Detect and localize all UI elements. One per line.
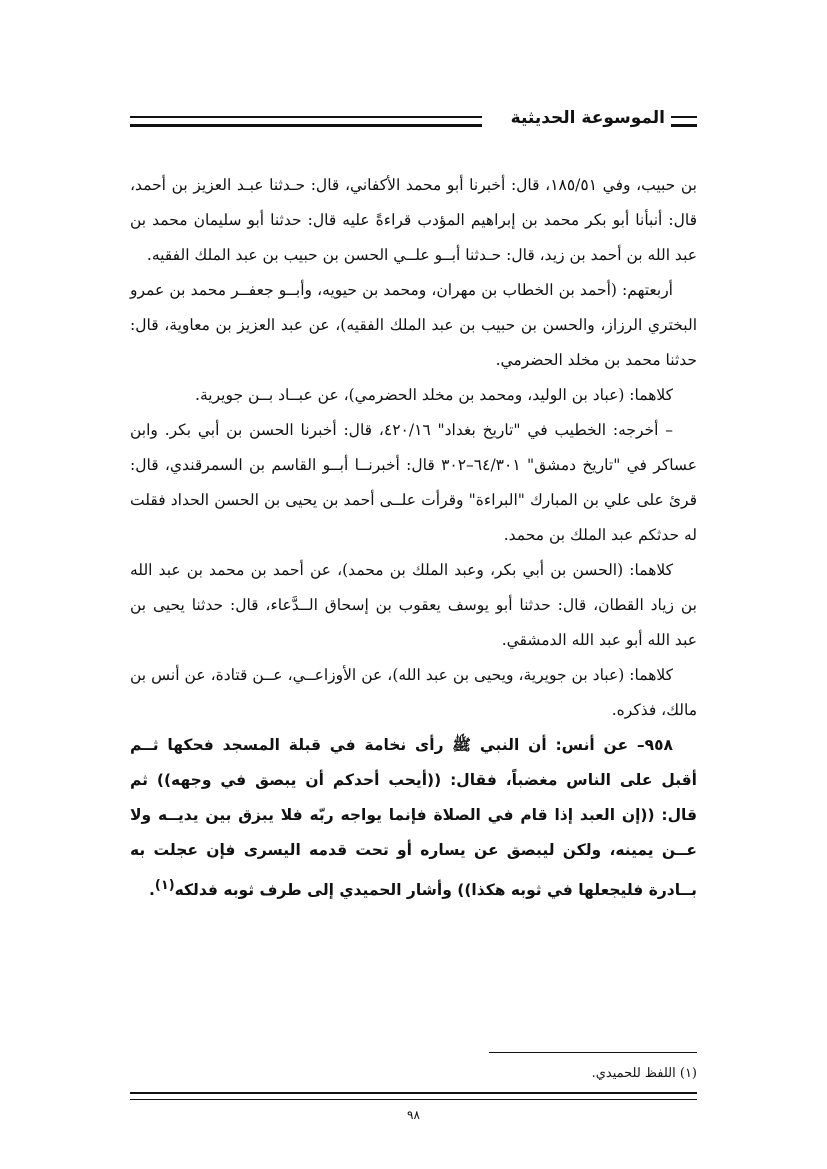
footer-rule	[130, 1092, 697, 1100]
paragraph: كلاهما: (عباد بن جويرية، ويحيى بن عبد الله)، عن الأوزاعــي، عــن قتادة، عن أنس بن مالك، فذكره.	[130, 666, 697, 719]
footnote-divider	[489, 1052, 697, 1053]
header-rule-right	[671, 116, 697, 127]
header-rule-left	[130, 116, 482, 127]
footnote-ref: (١)	[154, 878, 175, 893]
running-title: الموسوعة الحديثية	[510, 108, 665, 128]
hadith-text: ٩٥٨– عن أنس: أن النبي ﷺ رأى نخامة في قبلة المسجد فحكها ثــم أقبل على الناس مغضباً، فقال: ((أيحب أحدكم أن يبصق في وجهه)) ثم قال: ((إن العبد إذا قام في الصلاة فإنما يواجه ربّه فلا يبزق بين يديــه ولا عــن يمينه، ولكن ليبصق عن يساره أو تحت قدمه اليسرى فإن عجلت به بــادرة فليجعلها في ثوبه هكذا)) وأشار الحميدي إلى طرف ثوبه فدلكه	[130, 736, 697, 900]
paragraph: أربعتهم: (أحمد بن الخطاب بن مهران، ومحمد بن حيويه، وأبــو جعفــر محمد بن عمرو البختري الرزاز، والحسن بن حبيب بن عبد الملك الفقيه)، عن عبد العزيز بن معاوية، قال: حدثنا محمد بن مخلد الحضرمي.	[130, 281, 697, 369]
paragraph: بن حبيب، وفي ١٨٥/٥١، قال: أخبرنا أبو محمد الأكفاني، قال: حـدثنا عبـد العزيز بن أحمد، قال: أنبأنا أبو بكر محمد بن إبراهيم المؤدب قراءةً عليه قال: حدثنا أبو سليمان محمد بن عبد الله بن أحمد بن زيد، قال: حـدثنا أبــو علــي الحسن بن حبيب بن عبد الملك الفقيه.	[130, 176, 697, 264]
hadith-paragraph: ٩٥٨– عن أنس: أن النبي ﷺ رأى نخامة في قبلة المسجد فحكها ثــم أقبل على الناس مغضباً، فقال: ((أيحب أحدكم أن يبصق في وجهه)) ثم قال: ((إن العبد إذا قام في الصلاة فإنما يواجه ربّه فلا يبزق بين يديــه ولا عــن يمينه، ولكن ليبصق عن يساره أو تحت قدمه اليسرى فإن عجلت به بــادرة فليجعلها في ثوبه هكذا)) وأشار الحميدي إلى طرف ثوبه فدلكه$^{(١)}$.	[130, 736, 697, 900]
footnote: (١) اللفظ للحميدي.	[591, 1066, 697, 1081]
page-number: ٩٨	[407, 1108, 420, 1122]
paragraph: كلاهما: (عباد بن الوليد، ومحمد بن مخلد الحضرمي)، عن عبــاد بــن جويرية.	[195, 386, 673, 404]
page-header	[130, 108, 697, 138]
main-text	[130, 168, 697, 908]
paragraph: كلاهما: (الحسن بن أبي بكر، وعبد الملك بن محمد)، عن أحمد بن محمد بن عبد الله بن زياد القطان، قال: حدثنا أبو يوسف يعقوب بن إسحاق الــدَّعاء، قال: حدثنا يحيى بن عبد الله أبو عبد الله الدمشقي.	[130, 561, 697, 649]
paragraph: – أخرجه: الخطيب في "تاريخ بغداد" ٤٢٠/١٦، قال: أخبرنا الحسن بن أبي بكر. وابن عساكر في "تاريخ دمشق" ٦٤/٣٠١–٣٠٢ قال: أخبرنــا أبــو القاسم بن السمرقندي، قال: قرئ على علي بن المبارك "البراءة" وقرأت علــى أحمد بن يحيى بن الحسن الحداد فقلت له حدثكم عبد الملك بن محمد.	[130, 421, 697, 544]
